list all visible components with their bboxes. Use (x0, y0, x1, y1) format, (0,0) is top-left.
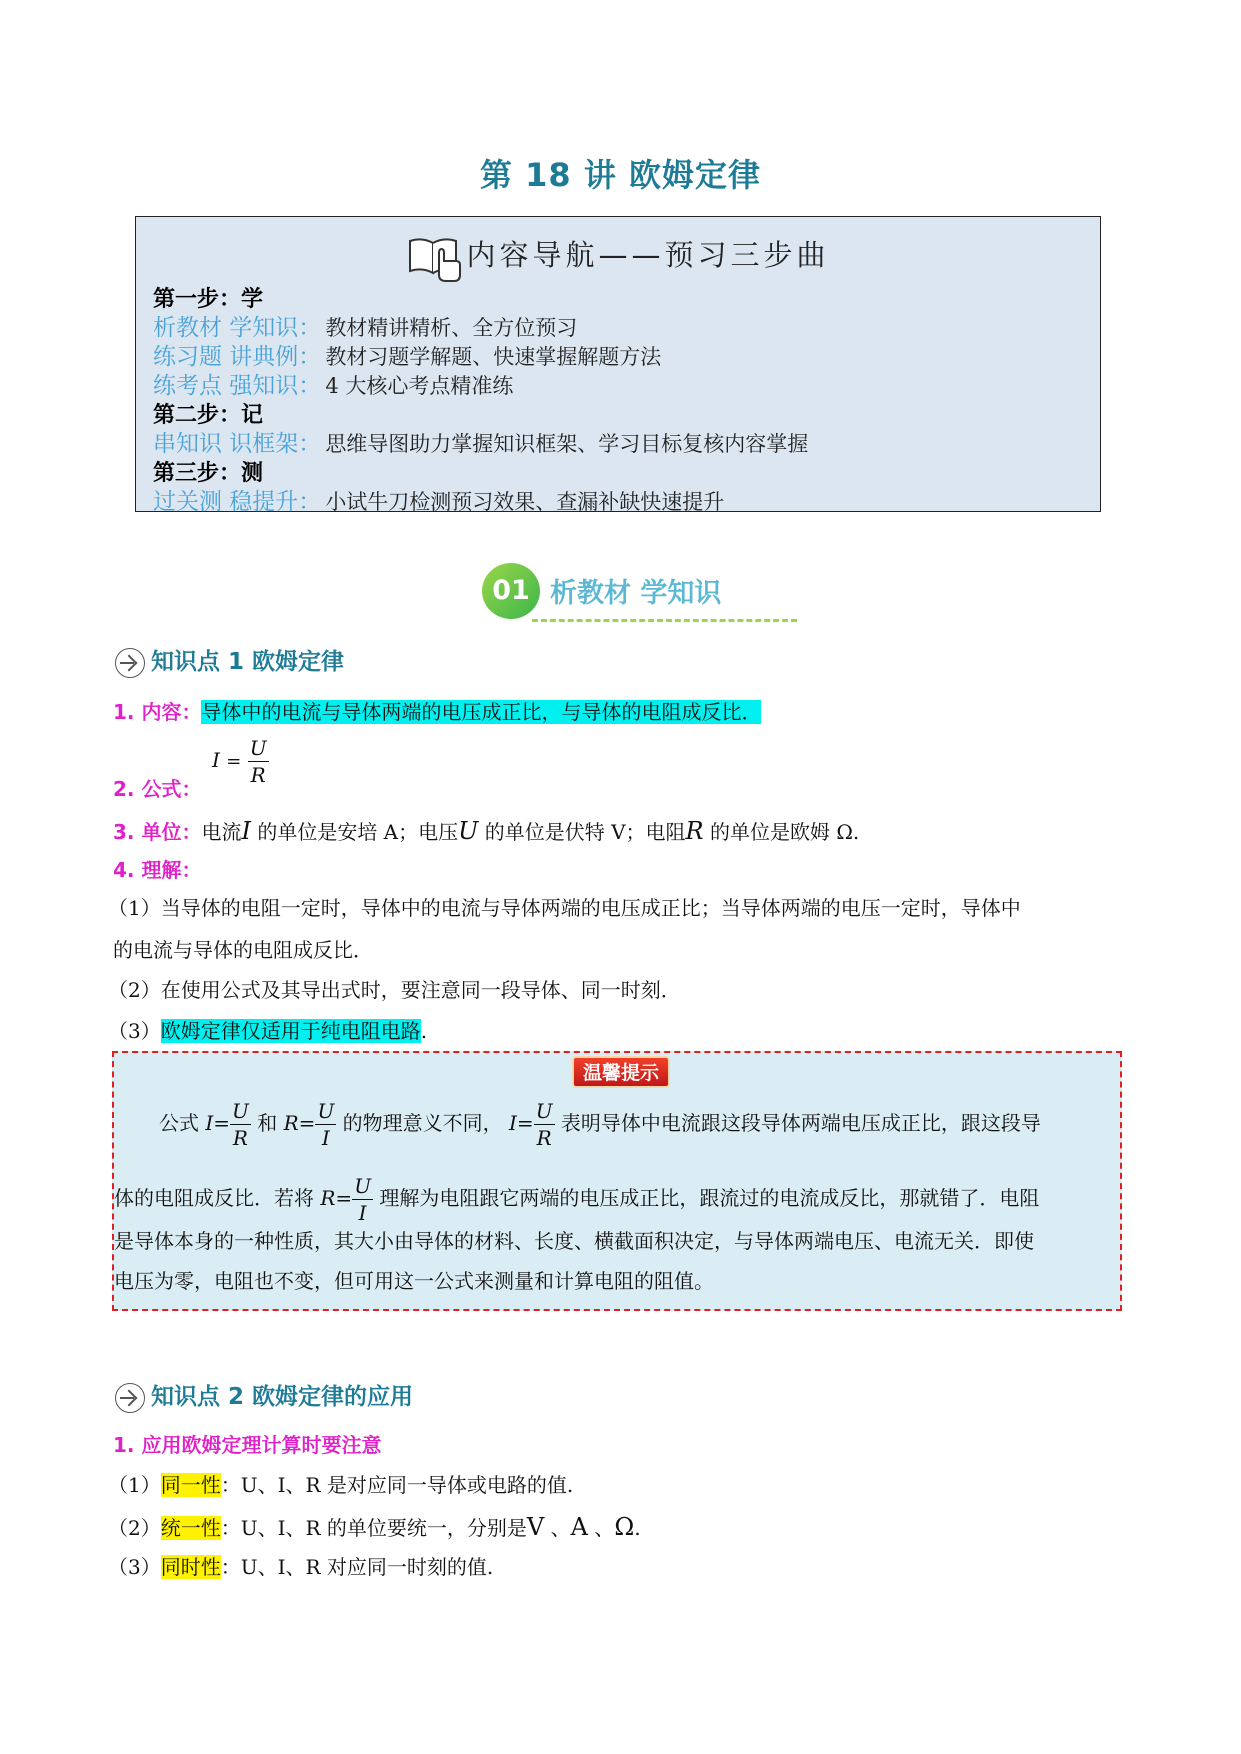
tip-line-3: 是导体本身的一种性质，其大小由导体的材料、长度、横截面积决定，与导体两端电压、电流无关．即使 (114, 1229, 1034, 1253)
kp1-formula-label-row (113, 774, 201, 804)
nav-item-key: 练考点 强知识： (153, 373, 322, 399)
knowledge-point-1-heading (115, 643, 344, 678)
content-label: 1. 内容： (113, 700, 202, 724)
understand-3-prefix: （3） (108, 1019, 161, 1043)
point-text: ：U、I、R 的单位要统一，分别是 (220, 1516, 527, 1540)
kp2-heading-text: 知识点 2 欧姆定律的应用 (151, 1384, 414, 1410)
formula-label: 2. 公式： (113, 777, 202, 801)
nav-item-desc: 教材习题学解题、快速掌握解题方法 (325, 345, 662, 369)
unit-sep: 、 (544, 1516, 571, 1540)
understand-label: 4. 理解： (113, 858, 202, 882)
nav-item (153, 488, 1090, 517)
kp1-content (113, 697, 761, 727)
tip-text: 理解为电阻跟它两端的电压成正比，跟流过的电流成反比，那就错了．电阻 (379, 1186, 1040, 1210)
unit-a: A (570, 1513, 588, 1541)
nav-item (153, 314, 1090, 343)
tip-text: 体的电阻成反比．若将 (114, 1186, 314, 1210)
content-text: 导体中的电流与导体两端的电压成正比，与导体的电阻成反比． (201, 700, 762, 724)
tip-text: 表明导体中电流跟这段导体两端电压成正比，跟这段导 (560, 1111, 1041, 1135)
nav-step-3: 第三步：测 (153, 461, 264, 486)
point-prefix: （2） (108, 1516, 161, 1540)
kp2-point-1 (108, 1470, 573, 1500)
point-highlight: 同一性 (160, 1473, 221, 1497)
nav-step-2: 第二步：记 (153, 403, 264, 428)
tip-fraction-2 (315, 1098, 336, 1151)
understand-3-highlight: 欧姆定律仅适用于纯电阻电路 (160, 1019, 421, 1043)
formula-den: R (250, 763, 266, 787)
unit-t1: 电流 (201, 820, 242, 844)
kp2-sub-1-text: 1. 应用欧姆定理计算时要注意 (113, 1433, 382, 1457)
tip-line-1: 公式 I= $\frac{U}{R}$ 和 R= $\frac{U}{I}$ 的物理意义不同， I= $\frac{U}{R}$ 表明导体中电流跟这段导体两端电压成正比，跟这段导 (159, 1099, 1041, 1150)
kp1-heading-text: 知识点 1 欧姆定律 (151, 649, 345, 675)
nav-item-desc: 小试牛刀检测预习效果、查漏补缺快速提升 (325, 490, 725, 514)
tip-line-2: 体的电阻成反比．若将 R= $\frac{U}{I}$ 理解为电阻跟它两端的电压成正比，跟流过的电流成反比，那就错了．电阻 (114, 1174, 1040, 1225)
point-prefix: （1） (108, 1473, 161, 1497)
unit-var-u: U (458, 817, 479, 845)
tip-f3-lhs: I (509, 1111, 517, 1135)
nav-step-1: 第一步：学 (153, 287, 264, 312)
tip-f4-lhs: R (320, 1186, 336, 1210)
knowledge-point-2-heading (115, 1378, 413, 1413)
book-pointer-icon (406, 231, 464, 283)
section-number: 01 (482, 563, 540, 619)
point-end: . (634, 1516, 641, 1540)
understand-3-suffix: . (420, 1019, 428, 1043)
unit-sep: 、 (587, 1516, 615, 1540)
tip-f3-num: U (535, 1099, 553, 1123)
tip-text: 的物理意义不同， (342, 1111, 503, 1135)
point-text: ：U、I、R 对应同一时刻的值. (220, 1555, 494, 1579)
nav-item (153, 372, 1090, 401)
point-highlight: 同时性 (160, 1555, 221, 1579)
tip-f1-num: U (232, 1099, 249, 1123)
page-title: 第 18 讲 欧姆定律 (480, 156, 761, 194)
nav-item-desc: 教材精讲精析、全方位预习 (325, 316, 578, 340)
tip-f2-lhs: R (283, 1111, 299, 1135)
nav-item-key: 析教材 学知识： (153, 315, 322, 341)
tip-fraction-1 (230, 1098, 251, 1151)
tip-box (112, 1051, 1122, 1311)
formula-display (212, 735, 269, 788)
tip-text: 和 (257, 1111, 278, 1135)
nav-item-desc: 思维导图助力掌握知识框架、学习目标复核内容掌握 (325, 432, 809, 456)
tip-fraction-3 (534, 1098, 555, 1151)
point-prefix: （3） (108, 1555, 161, 1579)
unit-t4: 的单位是欧姆 Ω. (703, 820, 860, 844)
formula-eq: = (226, 751, 242, 772)
unit-var-i: I (241, 817, 251, 845)
section-title: 析教材 学知识 (550, 578, 722, 609)
unit-label: 3. 单位： (113, 820, 202, 844)
understand-1-line-2: 的电流与导体的电阻成反比． (113, 938, 373, 962)
unit-t2: 的单位是安培 A；电压 (250, 820, 459, 844)
nav-header-text: 内容导航——预习三步曲 (466, 238, 830, 272)
kp1-unit (113, 816, 859, 847)
understand-2: （2）在使用公式及其导出式时，要注意同一段导体、同一时刻． (108, 978, 681, 1002)
arrow-circle-icon (115, 1383, 145, 1413)
nav-item-key: 练习题 讲典例： (153, 344, 322, 370)
tip-f2-den: I (321, 1126, 330, 1150)
unit-t3: 的单位是伏特 V；电阻 (478, 820, 686, 844)
formula-lhs: I (212, 748, 220, 772)
nav-rows (153, 285, 1090, 517)
tip-f3-den: R (536, 1126, 552, 1150)
section-badge (482, 563, 802, 623)
kp1-understand-label-row (113, 855, 201, 885)
content-navigation-box (135, 216, 1101, 515)
unit-var-r: R (685, 817, 704, 845)
kp2-point-2 (108, 1512, 641, 1543)
nav-item-key: 串知识 识框架： (153, 431, 322, 457)
tip-line-4: 电压为零，电阻也不变，但可用这一公式来测量和计算电阻的阻值。 (114, 1269, 714, 1293)
arrow-circle-icon (115, 648, 145, 678)
unit-ohm: Ω (614, 1513, 635, 1541)
kp2-sub-1 (113, 1430, 381, 1460)
nav-item (153, 430, 1090, 459)
unit-v: V (526, 1513, 545, 1541)
tip-f1-den: R (232, 1126, 248, 1150)
point-text: ：U、I、R 是对应同一导体或电路的值. (220, 1473, 574, 1497)
nav-item-desc: 4 大核心考点精准练 (325, 374, 514, 398)
understand-1-line-1: （1）当导体的电阻一定时，导体中的电流与导体两端的电压成正比；当导体两端的电压一定时，导体中 (108, 896, 1021, 920)
section-underline (532, 619, 797, 622)
formula-fraction (248, 735, 269, 788)
tip-badge: 温馨提示 (572, 1056, 670, 1088)
kp2-point-3 (108, 1552, 493, 1582)
tip-f4-num: U (354, 1174, 372, 1198)
tip-text: 公式 (159, 1111, 199, 1135)
formula-num: U (249, 736, 267, 760)
tip-f2-num: U (317, 1099, 335, 1123)
tip-f4-den: I (358, 1201, 367, 1225)
nav-item-key: 过关测 稳提升： (153, 489, 322, 515)
point-highlight: 统一性 (160, 1516, 221, 1540)
understand-3 (108, 1016, 427, 1046)
tip-fraction-4 (352, 1173, 373, 1226)
nav-item (153, 343, 1090, 372)
tip-f1-lhs: I (205, 1111, 214, 1135)
nav-header (136, 231, 1100, 283)
